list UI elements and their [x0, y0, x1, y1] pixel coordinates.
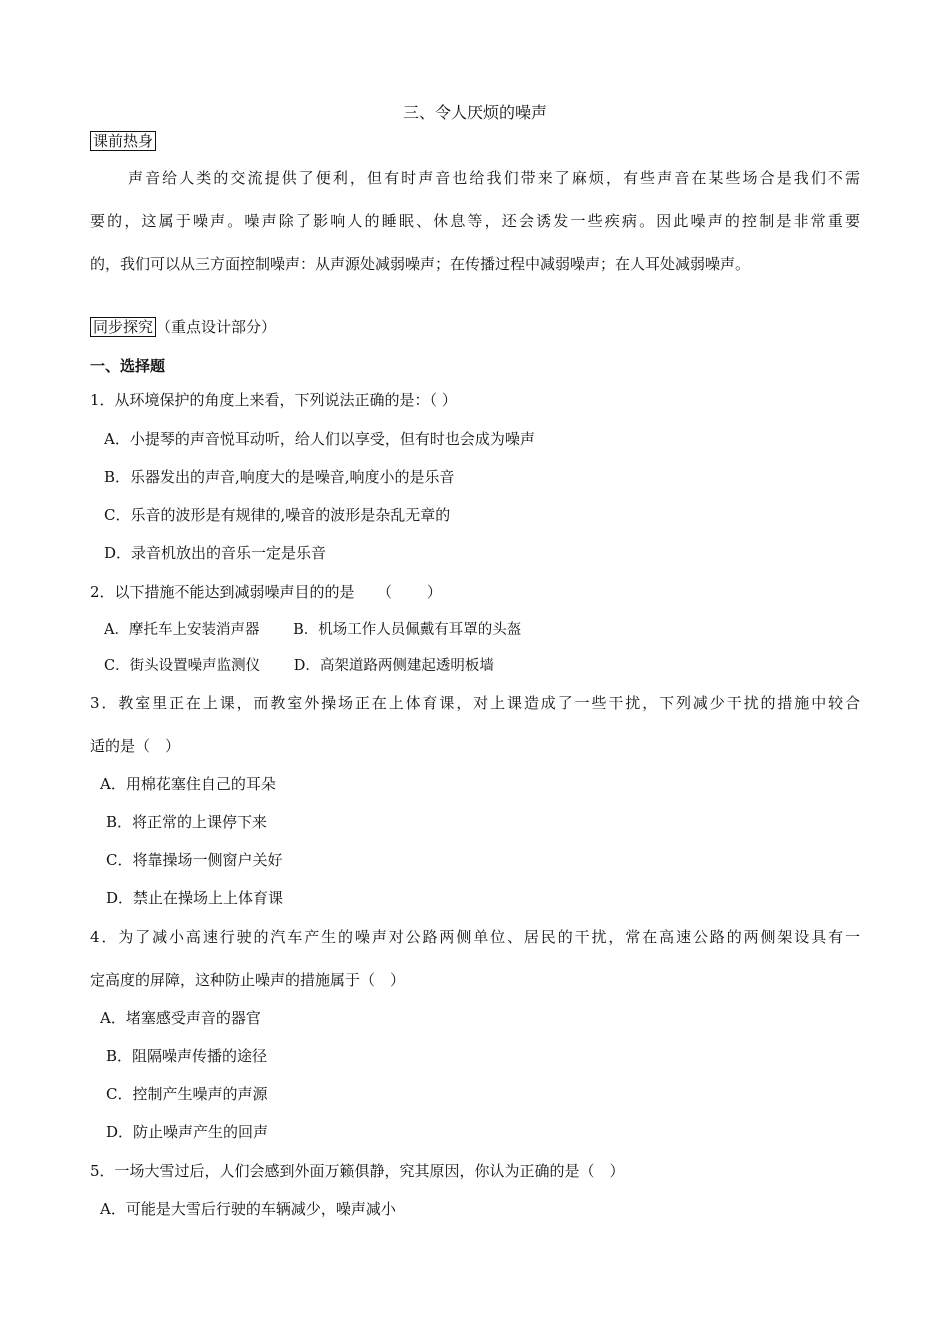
question-3-option-d: D．禁止在操场上上体育课: [106, 889, 284, 907]
question-5-stem: 5．一场大雪过后，人们会感到外面万籁俱静，究其原因，你认为正确的是（ ）: [90, 1162, 625, 1180]
question-4-stem-line-1: 4．为了减小高速行驶的汽车产生的噪声对公路两侧单位、居民的干扰，常在高速公路的两侧架设具有一: [90, 928, 860, 946]
question-2-stem: 2．以下措施不能达到减弱噪声目的的是 （ ）: [90, 583, 442, 601]
question-3-stem-line-2: 适的是（ ）: [90, 737, 181, 755]
question-1-option-a: A．小提琴的声音悦耳动听，给人们以享受，但有时也会成为噪声: [104, 430, 535, 448]
warmup-line-3: 的，我们可以从三方面控制噪声：从声源处减弱噪声；在传播过程中减弱噪声；在人耳处减弱噪声。: [90, 255, 751, 273]
question-1-stem: 1．从环境保护的角度上来看，下列说法正确的是：（ ）: [90, 391, 457, 409]
sync-heading: [90, 317, 276, 337]
warmup-line-1: 声音给人类的交流提供了便利，但有时声音也给我们带来了麻烦，有些声音在某些场合是我们不需: [128, 169, 860, 187]
question-5-option-a: A．可能是大雪后行驶的车辆减少，噪声减小: [100, 1200, 396, 1218]
question-3-stem-line-1: 3．教室里正在上课，而教室外操场正在上体育课，对上课造成了一些干扰，下列减少干扰的措施中较合: [90, 694, 860, 712]
question-3-option-a: A．用棉花塞住自己的耳朵: [100, 775, 276, 793]
question-4-option-b: B．阻隔噪声传播的途径: [106, 1047, 268, 1065]
question-4-option-a: A．堵塞感受声音的器官: [100, 1009, 261, 1027]
sync-label: 同步探究: [90, 317, 156, 337]
question-4-stem-line-2: 定高度的屏障，这种防止噪声的措施属于（ ）: [90, 971, 406, 989]
warmup-label-wrap: [90, 131, 156, 151]
question-4-option-d: D．防止噪声产生的回声: [106, 1123, 269, 1141]
question-3-option-c: C．将靠操场一侧窗户关好: [106, 851, 283, 869]
question-3-option-b: B．将正常的上课停下来: [106, 813, 268, 831]
question-2-options-row-1: A．摩托车上安装消声器 B．机场工作人员佩戴有耳罩的头盔: [104, 622, 522, 638]
warmup-label: 课前热身: [90, 131, 156, 151]
warmup-line-2: 要的，这属于噪声。噪声除了影响人的睡眠、休息等，还会诱发一些疾病。因此噪声的控制是非常重要: [90, 212, 860, 230]
page-title: 三、令人厌烦的噪声: [402, 103, 547, 122]
sync-note: （重点设计部分）: [156, 318, 277, 336]
question-2-options-row-2: C．街头设置噪声监测仪 D．高架道路两侧建起透明板墙: [104, 658, 494, 674]
question-1-option-b: B．乐器发出的声音,响度大的是噪音,响度小的是乐音: [104, 468, 455, 486]
question-4-option-c: C．控制产生噪声的声源: [106, 1085, 268, 1103]
section-heading: 一、选择题: [90, 357, 166, 375]
question-1-option-c: C．乐音的波形是有规律的,噪音的波形是杂乱无章的: [104, 506, 451, 524]
question-1-option-d: D．录音机放出的音乐一定是乐音: [104, 544, 327, 562]
